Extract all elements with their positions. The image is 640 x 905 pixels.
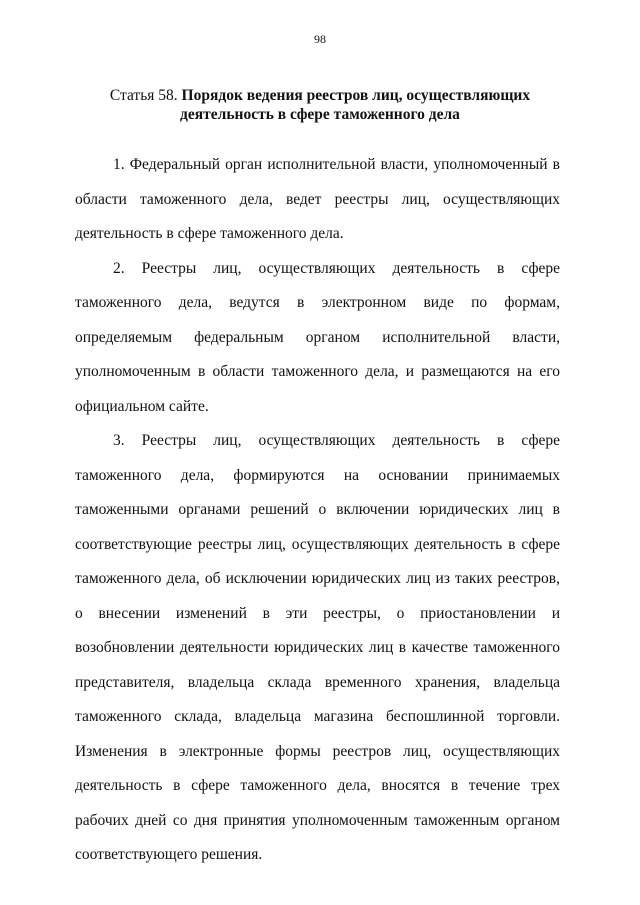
article-title-line-1: Порядок ведения реестров лиц, осуществляющих bbox=[181, 87, 531, 104]
paragraph-2: 2. Реестры лиц, осуществляющих деятельность в сфере таможенного дела, ведутся в электронном виде по формам, определяемым федеральным органом исполнительной власти, уполномоченным в области таможенного дела, и размещаются на его официальном сайте. bbox=[75, 259, 560, 415]
paragraph-1: 1. Федеральный орган исполнительной власти, уполномоченный в области таможенного дела, ведет реестры лиц, осуществляющих деятельность в сфере таможенного дела. bbox=[75, 156, 560, 242]
paragraph-3: 3. Реестры лиц, осуществляющих деятельность в сфере таможенного дела, формируются на основании принимаемых таможенными органами решений о включении юридических лиц в соответствующие реестры лиц, осуществляющих деятельность в сфере таможенного дела, об исключении юридических лиц из таких реестров, о внесении изменений в эти реестры, о приостановлении и возобновлении деятельности юридических лиц в качестве таможенного представителя, владельца склада временного хранения, владельца таможенного склада, владельца магазина беспошлинной торговли. Изменения в электронные формы реестров лиц, осуществляющих деятельность в сфере таможенного дела, вносятся в течение трех рабочих дней со дня принятия уполномоченным таможенным органом соответствующего решения. bbox=[75, 432, 560, 863]
article-title-line-2: деятельность в сфере таможенного дела bbox=[180, 106, 460, 123]
article-label: Статья 58. bbox=[109, 87, 178, 104]
page-number: 98 bbox=[314, 32, 326, 46]
article-body bbox=[75, 148, 560, 873]
article-title bbox=[60, 86, 580, 124]
